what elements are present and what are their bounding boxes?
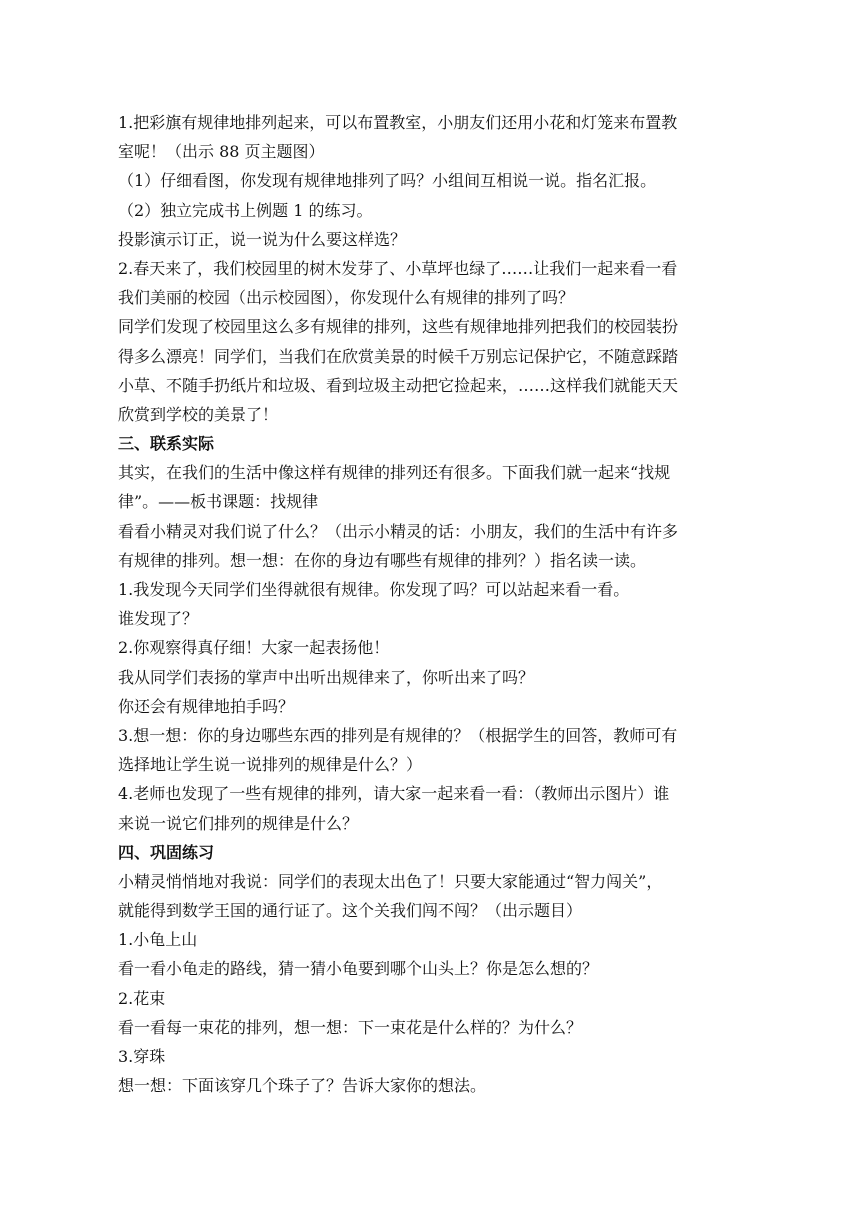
- text-line: 来说一说它们排列的规律是什么？: [118, 813, 359, 833]
- text-line: 想一想：下面该穿几个珠子了？告诉大家你的想法。: [118, 1076, 487, 1096]
- text-line: 小草、不随手扔纸片和垃圾、看到垃圾主动把它捡起来，……这样我们就能天天: [118, 375, 679, 395]
- text-line: 就能得到数学王国的通行证了。这个关我们闯不闯？（出示题目）: [118, 901, 583, 921]
- text-line: 投影演示订正，说一说为什么要这样选？: [118, 229, 407, 249]
- text-line: 选择地让学生说一说排列的规律是什么？）: [118, 755, 423, 775]
- text-line: 看一看小龟走的路线，猜一猜小龟要到哪个山头上？你是怎么想的？: [118, 959, 599, 979]
- text-line: 2.你观察得真仔细！大家一起表扬他！: [118, 638, 390, 658]
- text-line: 3.想一想：你的身边哪些东西的排列是有规律的？（根据学生的回答，教师可有: [118, 725, 678, 745]
- section-heading: 四、巩固练习: [118, 842, 215, 862]
- text-line: 有规律的排列。想一想：在你的身边有哪些有规律的排列？）指名读一读。: [118, 550, 647, 570]
- text-line: 4.老师也发现了一些有规律的排列，请大家一起来看一看：（教师出示图片）谁: [118, 784, 670, 804]
- text-line: 2.花束: [118, 988, 166, 1008]
- text-line: （2）独立完成书上例题 1 的练习。: [118, 200, 373, 220]
- text-line: 室呢！（出示 88 页主题图）: [118, 142, 325, 162]
- text-line: 3.穿珠: [118, 1047, 166, 1066]
- text-line: 看一看每一束花的排列，想一想：下一束花是什么样的？为什么？: [118, 1017, 583, 1037]
- text-line: 1.把彩旗有规律地排列起来，可以布置教室，小朋友们还用小花和灯笼来布置教: [118, 113, 678, 132]
- text-line: 其实，在我们的生活中像这样有规律的排列还有很多。下面我们就一起来“找规: [118, 463, 671, 483]
- text-line: 得多么漂亮！同学们，当我们在欣赏美景的时候千万别忘记保护它，不随意踩踏: [118, 346, 679, 366]
- text-line: 1.小龟上山: [118, 930, 198, 950]
- text-line: 律”。——板书课题：找规律: [118, 492, 319, 512]
- section-heading: 三、联系实际: [118, 434, 215, 454]
- text-line: 我们美丽的校园（出示校园图），你发现什么有规律的排列了吗？: [118, 288, 575, 308]
- text-line: 你还会有规律地拍手吗？: [118, 696, 295, 716]
- text-line: 欣赏到学校的美景了！: [118, 404, 279, 424]
- text-line: （1）仔细看图，你发现有规律地排列了吗？小组间互相说一说。指名汇报。: [118, 171, 657, 191]
- document-body: [118, 108, 746, 1100]
- text-line: 2.春天来了，我们校园里的树木发芽了、小草坪也绿了……让我们一起来看一看: [118, 258, 678, 278]
- text-line: 1.我发现今天同学们坐得就很有规律。你发现了吗？可以站起来看一看。: [118, 580, 630, 599]
- text-line: 看看小精灵对我们说了什么？（出示小精灵的话：小朋友，我们的生活中有许多: [118, 521, 679, 541]
- text-line: 谁发现了？: [118, 609, 199, 629]
- text-line: 小精灵悄悄地对我说：同学们的表现太出色了！只要大家能通过“智力闯关”，: [118, 871, 663, 891]
- text-line: 我从同学们表扬的掌声中出听出规律来了，你听出来了吗？: [118, 667, 535, 687]
- text-line: 同学们发现了校园里这么多有规律的排列，这些有规律地排列把我们的校园装扮: [118, 317, 679, 337]
